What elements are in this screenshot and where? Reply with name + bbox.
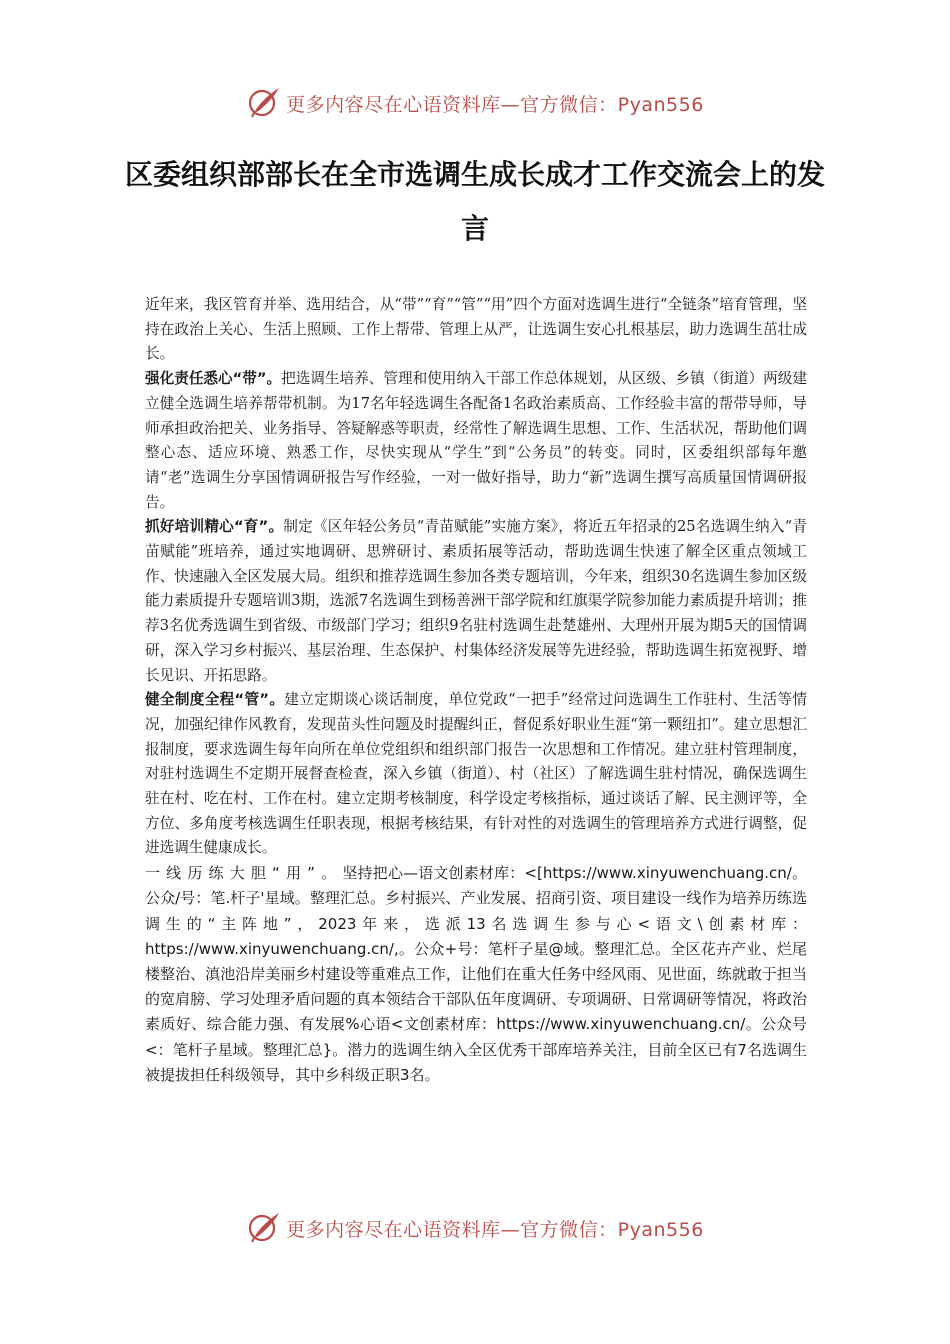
section-heading: 健全制度全程“管”。 [145,691,285,709]
section-paragraph [145,515,807,688]
banner-text: 更多内容尽在心语资料库—官方微信：Pyan556 [286,93,704,116]
section-body: 建立定期谈心谈话制度，单位党政“一把手”经常过问选调生工作驻村、生活等情况，加强纪律作风教育，发现苗头性问题及时提醒纠正，督促系好职业生涯“第一颗纽扣”。建立思想汇报制度，要求选调生每年向所在单位党组织和组织部门报告一次思想和工作情况。建立驻村管理制度，对驻村选调生不定期开展督查检查，深入乡镇（街道）、村（社区）了解选调生驻村情况，确保选调生驻在村、吃在村、工作在村。建立定期考核制度，科学设定考核指标，通过谈话了解、民主测评等，全方位、多角度考核选调生任职表现，根据考核结果，有针对性的对选调生的管理培养方式进行调整，促进选调生健康成长。 [145,691,807,857]
section-body: 坚持把心—语文创素材库：<[https://www.xinyuwenchuang.cn/。公众/号：笔.杆子'星域。整理汇总。乡村振兴、产业发展、招商引资、项目建设一线作为培养历练选调生的“主阵地”，2023年来，选派13名选调生参与心<语文\创素材库：https://www.xinyuwenchuang.cn/,。公众+号：笔杆子星@域。整理汇总。全区花卉产业、烂尾楼整治、滇池沿岸美丽乡村建设等重难点工作，让他们在重大任务中经风雨、见世面，练就敢于担当的宽肩膀、学习处理矛盾问题的真本领结合干部队伍年度调研、专项调研、日常调研等情况，将政治素质好、综合能力强、有发展%心语<文创素材库：https://www.xinyuwenchuang.cn/。公众号<：笔杆子星域。整理汇总}。潜力的选调生纳入全区优秀干部库培养关注，目前全区已有7名选调生被提拔担任科级领导，其中乡科级正职3名。 [145,864,807,1084]
section-paragraph [145,688,807,861]
header-banner [0,83,950,123]
banner-text: 更多内容尽在心语资料库—官方微信：Pyan556 [286,1218,704,1241]
section-paragraph [145,367,807,515]
section-heading: 一线历练大胆“用”。 [145,864,343,883]
section-paragraph [145,861,807,1088]
intro-paragraph: 近年来，我区管育并举、选用结合，从“带”“育”“管”“用”四个方面对选调生进行“全链条”培育管理，坚持在政治上关心、生活上照顾、工作上帮带、管理上从严，让选调生安心扎根基层，助力选调生茁壮成长。 [145,296,807,363]
section-body: 把选调生培养、管理和使用纳入干部工作总体规划，从区级、乡镇（街道）两级建立健全选调生培养帮带机制。为17名年轻选调生各配备1名政治素质高、工作经验丰富的帮带导师，导师承担政治把关、业务指导、答疑解惑等职责，经常性了解选调生思想、工作、生活状况，帮助他们调整心态、适应环境、熟悉工作，尽快实现从“学生”到“公务员”的转变。同时，区委组织部每年邀请“老”选调生分享国情调研报告写作经验，一对一做好指导，助力“新”选调生撰写高质量国情调研报告。 [145,370,807,511]
quill-pen-icon [246,85,282,121]
document-title: 区委组织部部长在全市选调生成长成才工作交流会上的发言 [124,158,825,245]
section-body: 制定《区年轻公务员“青苗赋能”实施方案》，将近五年招录的25名选调生纳入“青苗赋能”班培养，通过实地调研、思辨研讨、素质拓展等活动，帮助选调生快速了解全区重点领域工作、快速融入全区发展大局。组织和推荐选调生参加各类专题培训，今年来，组织30名选调生参加区级能力素质提升专题培训3期，选派7名选调生到杨善洲干部学院和红旗渠学院参加能力素质提升培训；推荐3名优秀选调生到省级、市级部门学习；组织9名驻村选调生赴楚雄州、大理州开展为期5天的国情调研，深入学习乡村振兴、基层治理、生态保护、村集体经济发展等先进经验，帮助选调生拓宽视野、增长见识、开拓思路。 [145,518,808,684]
section-heading: 强化责任悉心“带”。 [145,370,282,388]
section-heading: 抓好培训精心“育”。 [145,518,284,536]
quill-pen-icon [246,1210,282,1246]
document-body [145,293,807,1088]
footer-banner [0,1208,950,1248]
